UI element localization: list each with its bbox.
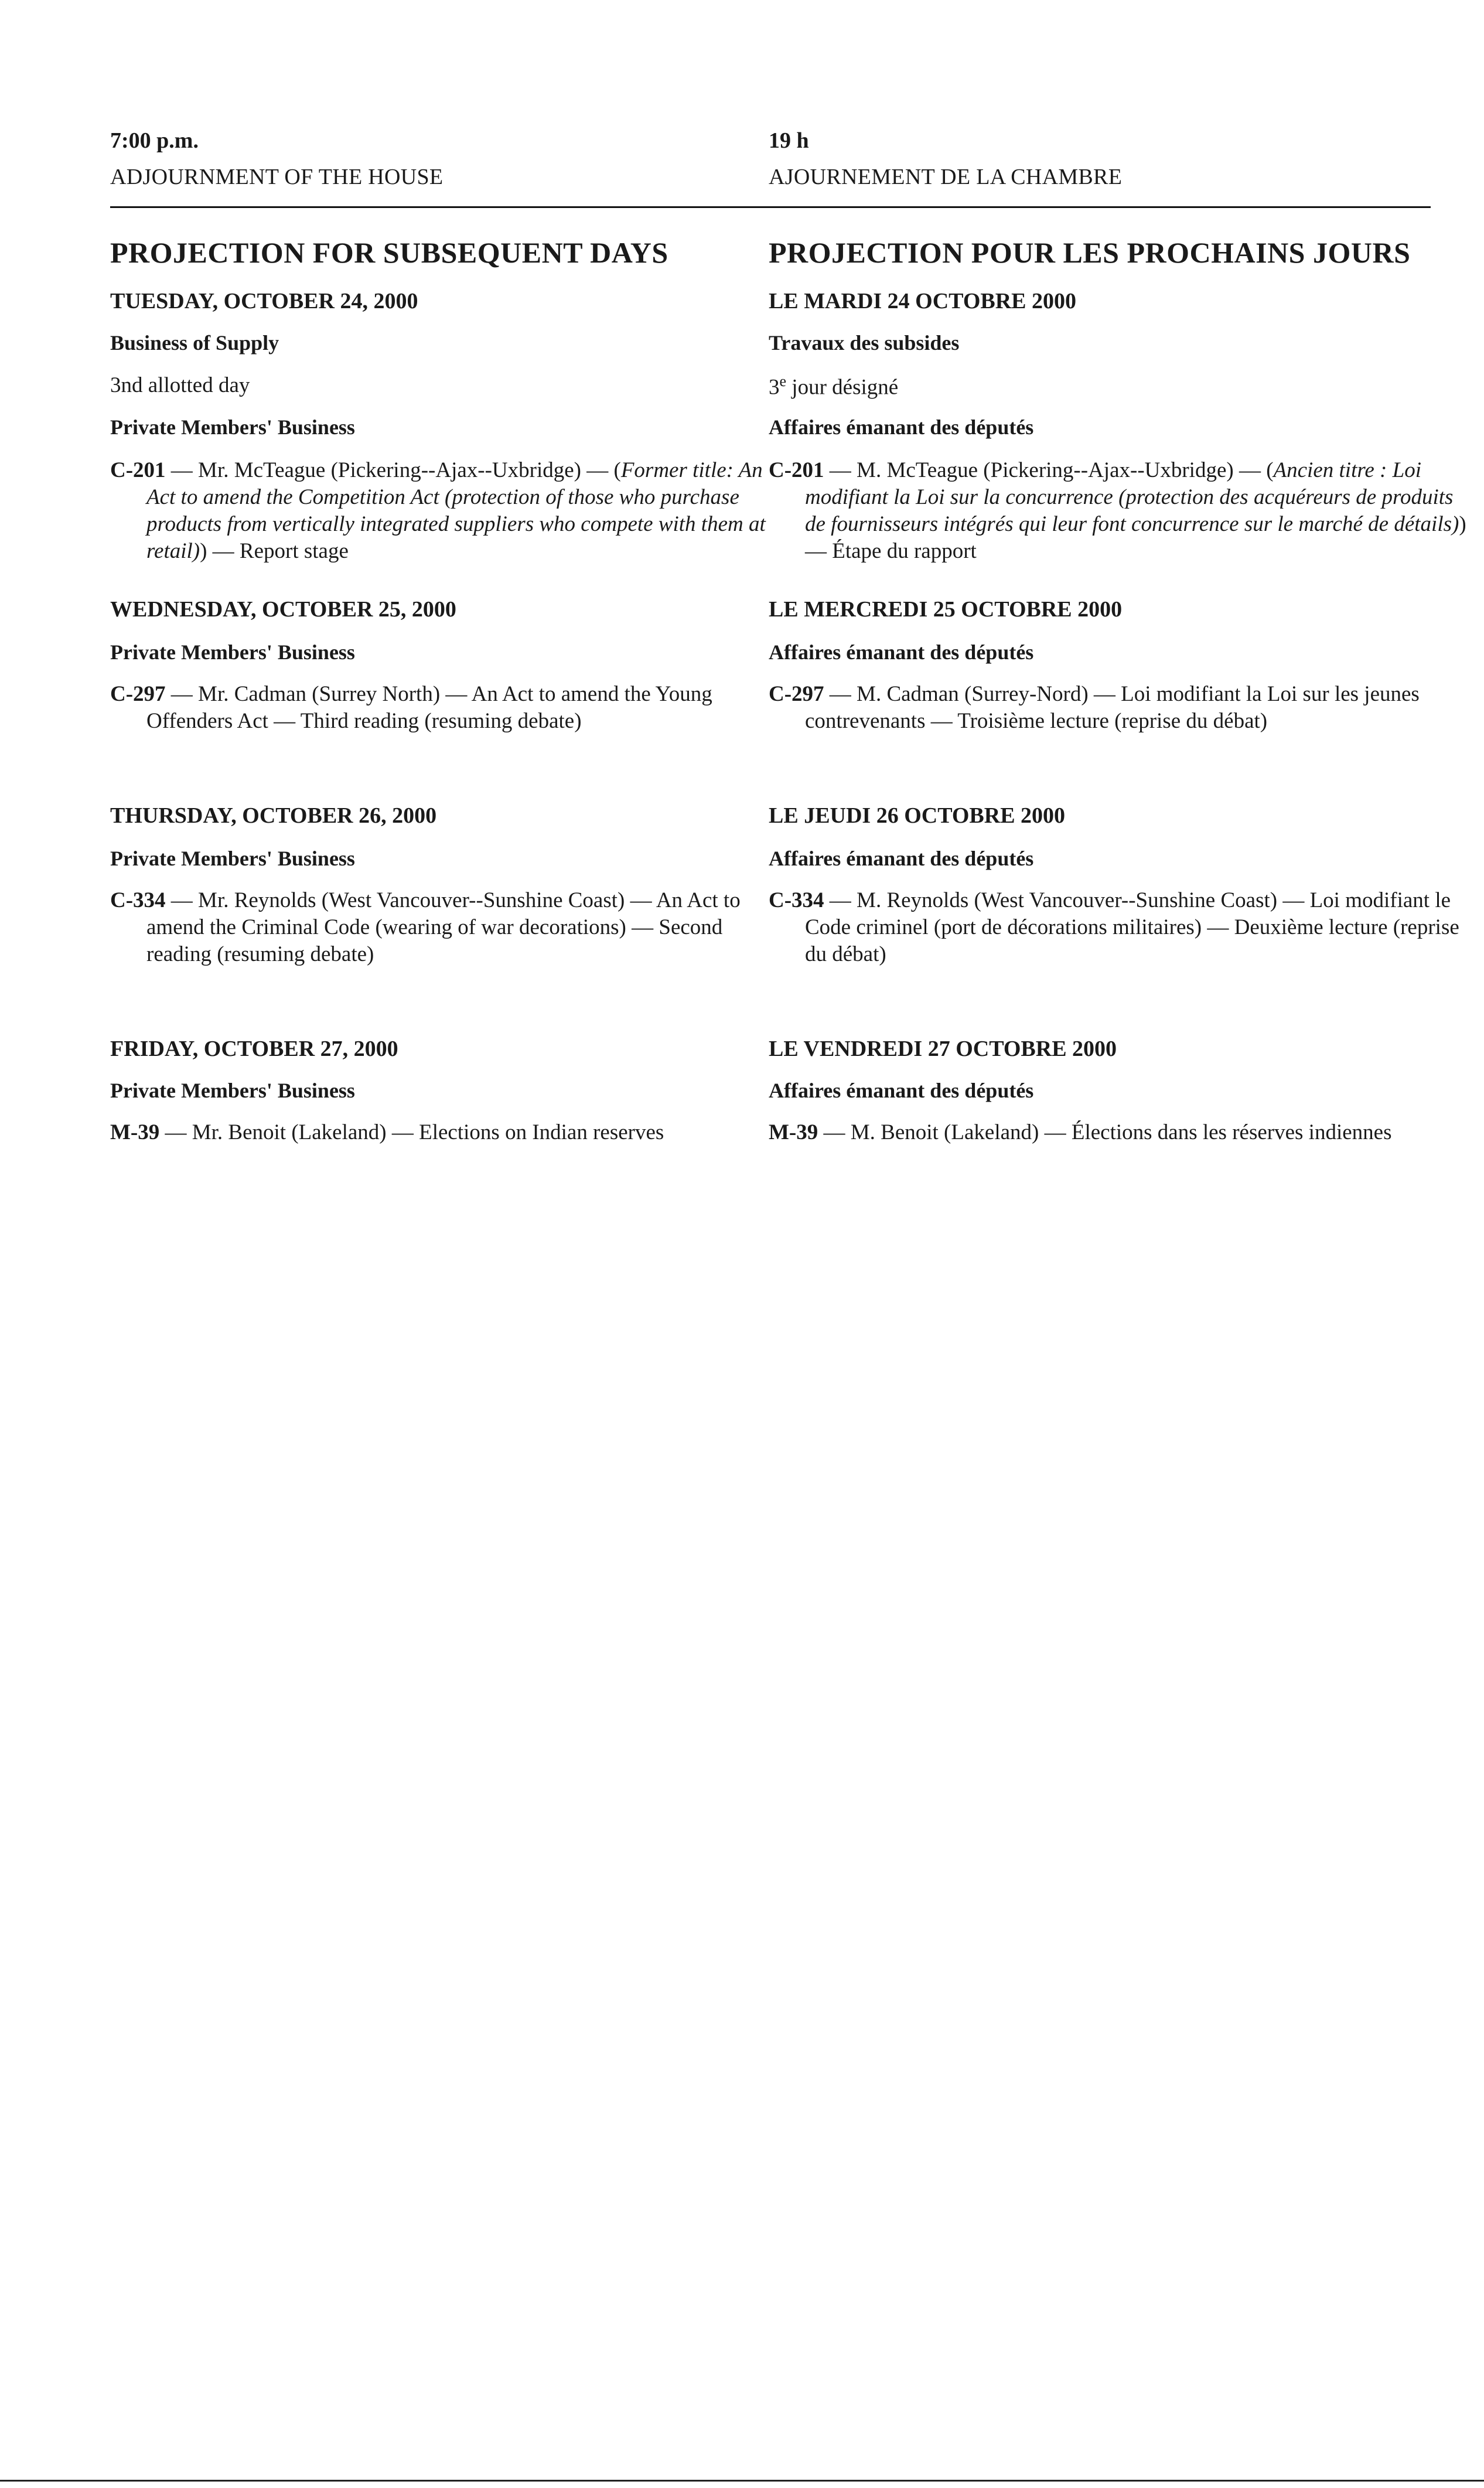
thursday-bill-entry [110,887,779,968]
allotted-label: jour désigné [786,375,899,400]
tuesday-date: TUESDAY, OCTOBER 24, 2000 [110,289,418,313]
bottom-divider [0,2480,1484,2482]
bill-text: — M. Cadman (Surrey-Nord) — Loi modifiant la Loi sur les jeunes contrevenants — Troisième lecture (reprise du débat) [805,682,1420,733]
bill-former-title: Former title: An Act to amend the Competition Act (protection of those who purchase products from vertically integrated suppliers who compete with them at retail) [146,458,766,563]
bill-number: C-334 [110,888,166,912]
tuesday-bill-entry [769,457,1467,565]
bill-number: C-201 [110,458,166,482]
wednesday-bill-entry [110,681,779,735]
thursday-pmb-heading: Affaires émanant des députés [769,847,1034,870]
bill-former-title: Ancien titre : Loi modifiant la Loi sur la concurrence (protection des acquéreurs de produits de fournisseurs intégrés qui leur font concurrence sur le marché de détails) [805,458,1459,536]
wednesday-pmb-heading: Private Members' Business [110,640,355,664]
tuesday-allotted-day: 3nd allotted day [110,373,250,397]
bill-number: M-39 [110,1120,160,1144]
bill-text: — M. Reynolds (West Vancouver--Sunshine Coast) — Loi modifiant le Code criminel (port de décorations militaires) — Deuxième lecture (reprise du débat) [805,888,1459,966]
adjournment-time: 19 h [769,128,809,153]
tuesday-allotted-day [769,373,898,400]
bill-stage: ) — Report stage [200,539,349,563]
thursday-date: THURSDAY, OCTOBER 26, 2000 [110,803,437,828]
wednesday-date: LE MERCREDI 25 OCTOBRE 2000 [769,597,1123,622]
thursday-date: LE JEUDI 26 OCTOBRE 2000 [769,803,1066,828]
tuesday-pmb-heading: Affaires émanant des députés [769,415,1034,439]
tuesday-supply-heading: Business of Supply [110,331,279,355]
bill-number: M-39 [769,1120,818,1144]
bill-text: — Mr. Reynolds (West Vancouver--Sunshine Coast) — An Act to amend the Criminal Code (wearing of war decorations) — Second reading (resuming debate) [146,888,741,966]
tuesday-date: LE MARDI 24 OCTOBRE 2000 [769,289,1077,313]
friday-bill-entry [769,1119,1467,1146]
bill-text: — Mr. McTeague (Pickering--Ajax--Uxbridge) — ( [165,458,621,482]
friday-date: LE VENDREDI 27 OCTOBRE 2000 [769,1037,1117,1061]
projection-title: PROJECTION FOR SUBSEQUENT DAYS [110,236,668,269]
tuesday-bill-entry [110,457,779,565]
thursday-bill-entry [769,887,1467,968]
adjournment-heading: AJOURNEMENT DE LA CHAMBRE [769,165,1123,189]
adjournment-time: 7:00 p.m. [110,128,199,153]
friday-pmb-heading: Private Members' Business [110,1079,355,1102]
thursday-pmb-heading: Private Members' Business [110,847,355,870]
header-divider [110,206,1431,208]
bill-text: — M. Benoit (Lakeland) — Élections dans les réserves indiennes [818,1120,1392,1144]
adjournment-heading: ADJOURNMENT OF THE HOUSE [110,165,444,189]
bill-number: C-201 [769,458,824,482]
friday-date: FRIDAY, OCTOBER 27, 2000 [110,1037,398,1061]
projection-title: PROJECTION POUR LES PROCHAINS JOURS [769,236,1411,269]
bill-text: — Mr. Benoit (Lakeland) — Elections on Indian reserves [159,1120,664,1144]
wednesday-pmb-heading: Affaires émanant des députés [769,640,1034,664]
bill-number: C-297 [110,682,166,706]
friday-pmb-heading: Affaires émanant des députés [769,1079,1034,1102]
bill-stage: ) — Étape du rapport [805,512,1466,563]
bill-text: — M. McTeague (Pickering--Ajax--Uxbridge) — ( [824,458,1274,482]
friday-bill-entry [110,1119,779,1146]
bill-number: C-334 [769,888,824,912]
bill-text: — Mr. Cadman (Surrey North) — An Act to amend the Young Offenders Act — Third reading (resuming debate) [146,682,712,733]
allotted-number: 3 [769,375,780,400]
tuesday-pmb-heading: Private Members' Business [110,415,355,439]
wednesday-bill-entry [769,681,1467,735]
allotted-superscript: e [779,373,787,390]
wednesday-date: WEDNESDAY, OCTOBER 25, 2000 [110,597,456,622]
tuesday-supply-heading: Travaux des subsides [769,331,960,355]
bill-number: C-297 [769,682,824,706]
